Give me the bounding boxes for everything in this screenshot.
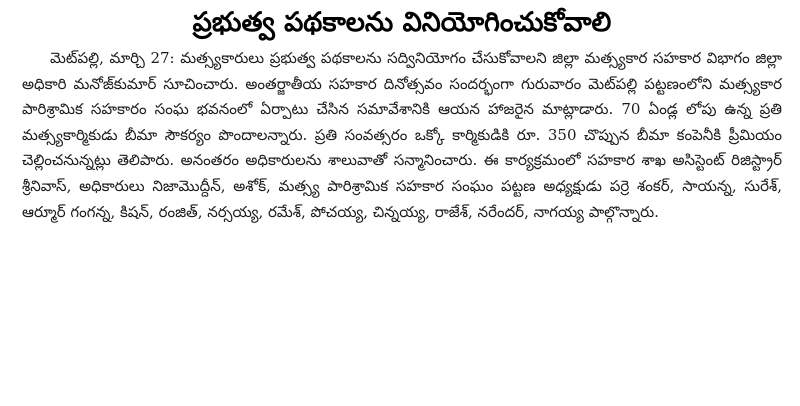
article-body xyxy=(22,46,782,225)
article-dateline: మెట్‌పల్లి, మార్చి 27: xyxy=(50,49,175,67)
article-headline: ప్రభుత్వ పథకాలను వినియోగించుకోవాలి xyxy=(192,7,612,38)
article-body-text: మత్స్యకారులు ప్రభుత్వ పథకాలను సద్వినియోగం చేసుకోవాలని జిల్లా మత్స్యకార సహకార విభాగం జిల్లా అధికారి మనోజ్‌కుమార్ సూచించారు. అంతర్జాతీయ సహకార దినోత్సవం సందర్భంగా గురువారం మెట్‌పల్లి పట్టణంలోని మత్స్యకార పారిశ్రామిక సహకారం సంఘ భవనంలో ఏర్పాటు చేసిన సమావేశానికి ఆయన హాజరైన మాట్లాడారు. 70 ఏండ్ల లోపు ఉన్న ప్రతి మత్స్యకార్మికుడు బీమా సౌకర్యం పొందాలన్నారు. ప్రతి సంవత్సరం ఒక్కో కార్మికుడికి రూ. 350 చొప్పున బీమా కంపెనీకి ప్రీమియం చెల్లించనున్నట్లు తెలిపారు. అనంతరం అధికారులను శాలువాతో సన్మానించారు. ఈ కార్యక్రమంలో సహకార శాఖ అసిస్టెంట్ రిజిస్ట్రార్ శ్రీనివాస్, అధికారులు నిజామొద్దీన్, అశోక్, మత్స్య పారిశ్రామిక సహకార సంఘం పట్టణ అధ్యక్షుడు పర్రె శంకర్, సాయన్న, సురేశ్, ఆర్మూర్ గంగన్న, కిషన్, రంజిత్, నర్సయ్య, రమేశ్, పోచయ్య, చిన్నయ్య, రాజేశ్, నరేందర్, నాగయ్య పాల్గొన్నారు. xyxy=(22,49,782,221)
